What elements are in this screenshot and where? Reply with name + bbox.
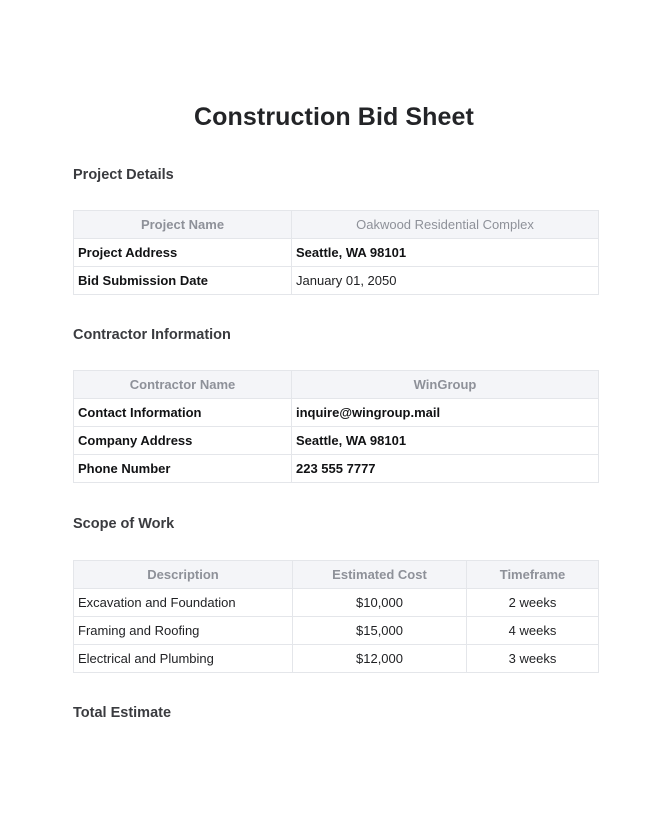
project-name-label: Project Name bbox=[74, 211, 292, 239]
table-row bbox=[74, 589, 599, 617]
timeframe-cell: 3 weeks bbox=[467, 645, 599, 673]
company-address-value: Seattle, WA 98101 bbox=[292, 427, 599, 455]
phone-number-value: 223 555 7777 bbox=[292, 455, 599, 483]
table-row bbox=[74, 427, 599, 455]
column-header-description: Description bbox=[74, 561, 293, 589]
timeframe-cell: 4 weeks bbox=[467, 617, 599, 645]
table-header-row bbox=[74, 561, 599, 589]
description-cell: Electrical and Plumbing bbox=[74, 645, 293, 673]
table-row bbox=[74, 455, 599, 483]
bid-date-label: Bid Submission Date bbox=[74, 267, 292, 295]
page-title: Construction Bid Sheet bbox=[194, 103, 474, 131]
section-heading-total-estimate: Total Estimate bbox=[73, 705, 172, 721]
cost-cell: $15,000 bbox=[293, 617, 467, 645]
table-row bbox=[74, 399, 599, 427]
scope-of-work-table bbox=[73, 560, 599, 673]
column-header-estimated-cost: Estimated Cost bbox=[293, 561, 467, 589]
contact-info-label: Contact Information bbox=[74, 399, 292, 427]
project-name-value: Oakwood Residential Complex bbox=[292, 211, 599, 239]
project-address-value: Seattle, WA 98101 bbox=[292, 239, 599, 267]
section-heading-contractor-information: Contractor Information bbox=[73, 327, 231, 343]
table-header-row bbox=[74, 371, 599, 399]
description-cell: Framing and Roofing bbox=[74, 617, 293, 645]
project-details-table bbox=[73, 210, 599, 295]
table-header-row bbox=[74, 211, 599, 239]
project-address-label: Project Address bbox=[74, 239, 292, 267]
bid-date-value: January 01, 2050 bbox=[292, 267, 599, 295]
section-heading-project-details: Project Details bbox=[73, 167, 174, 183]
description-cell: Excavation and Foundation bbox=[74, 589, 293, 617]
table-row bbox=[74, 645, 599, 673]
table-row bbox=[74, 267, 599, 295]
contractor-name-value: WinGroup bbox=[292, 371, 599, 399]
cost-cell: $10,000 bbox=[293, 589, 467, 617]
table-row bbox=[74, 617, 599, 645]
column-header-timeframe: Timeframe bbox=[467, 561, 599, 589]
section-heading-scope-of-work: Scope of Work bbox=[73, 516, 175, 532]
contact-info-value: inquire@wingroup.mail bbox=[292, 399, 599, 427]
timeframe-cell: 2 weeks bbox=[467, 589, 599, 617]
cost-cell: $12,000 bbox=[293, 645, 467, 673]
phone-number-label: Phone Number bbox=[74, 455, 292, 483]
contractor-information-table bbox=[73, 370, 599, 483]
company-address-label: Company Address bbox=[74, 427, 292, 455]
contractor-name-label: Contractor Name bbox=[74, 371, 292, 399]
table-row bbox=[74, 239, 599, 267]
